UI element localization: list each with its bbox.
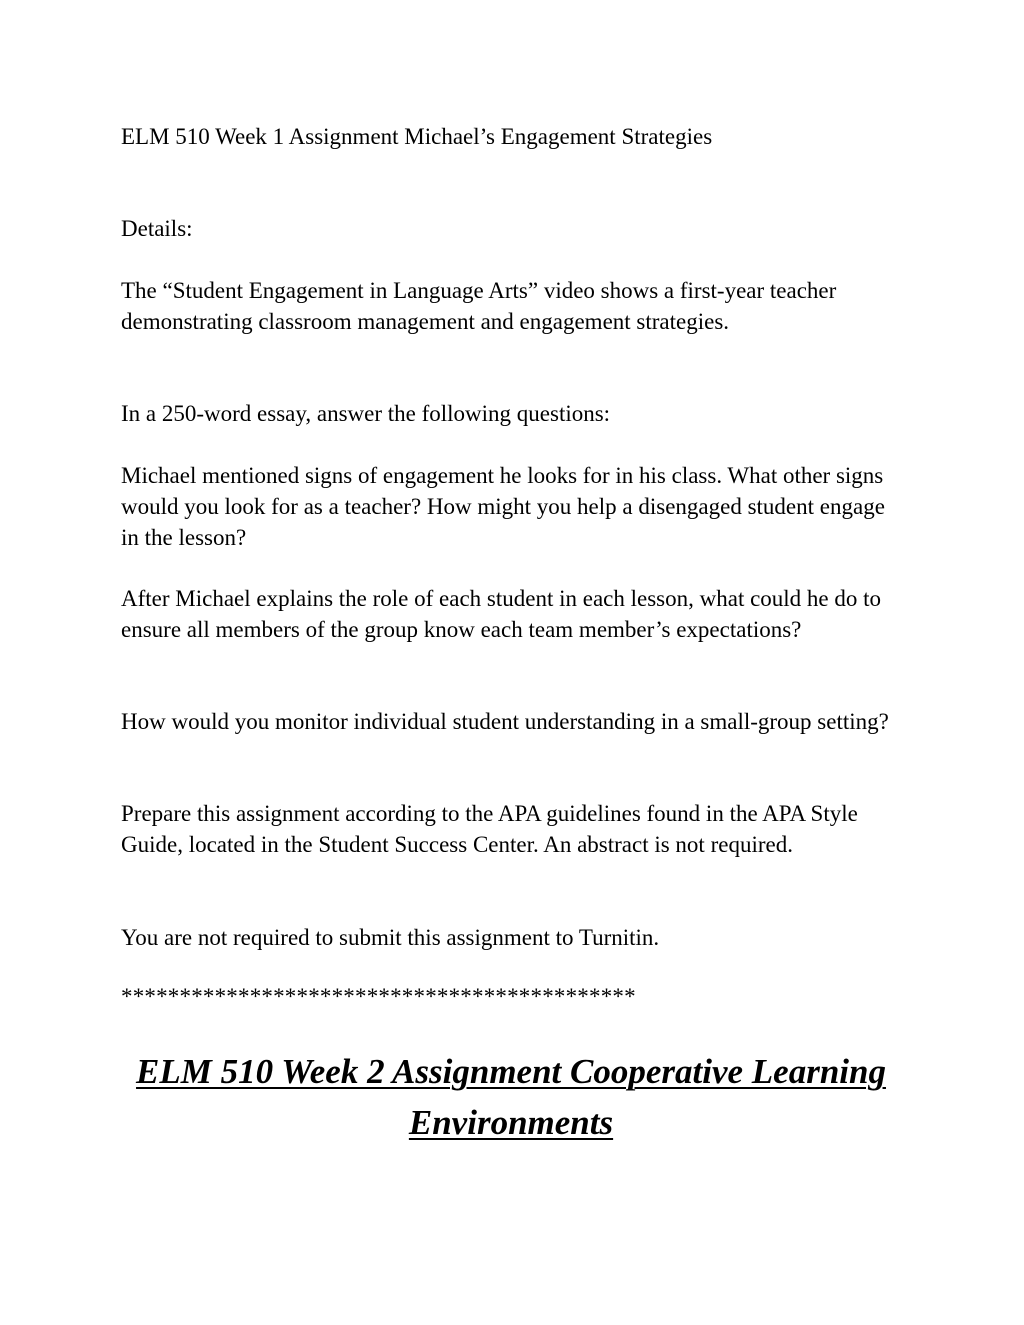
- document-title: ELM 510 Week 1 Assignment Michael’s Engagement Strategies: [121, 124, 713, 149]
- paragraph-turnitin-note: You are not required to submit this assignment to Turnitin.: [121, 925, 660, 950]
- paragraph-question-1: Michael mentioned signs of engagement he looks for in his class. What other signs would you look for as a teacher? How might you help a disengaged student engage in the lesson?: [121, 463, 885, 550]
- paragraph-question-3: How would you monitor individual student understanding in a small-group setting?: [121, 709, 889, 734]
- paragraph-question-2: After Michael explains the role of each student in each lesson, what could he do to ensure all members of the group know each team member’s expectations?: [121, 586, 882, 642]
- paragraph-essay-instruction: In a 250-word essay, answer the following questions:: [121, 401, 611, 426]
- next-assignment-heading: ELM 510 Week 2 Assignment Cooperative Learning Environments: [136, 1052, 886, 1142]
- paragraph-apa-guidelines: Prepare this assignment according to the APA guidelines found in the APA Style Guide, located in the Student Success Center. An abstract is not required.: [121, 801, 858, 857]
- paragraph-intro: The “Student Engagement in Language Arts” video shows a first-year teacher demonstrating classroom management and engagement strategies.: [121, 278, 837, 334]
- asterisk-separator: ********************************************: [121, 984, 636, 1009]
- details-label: Details:: [121, 216, 193, 241]
